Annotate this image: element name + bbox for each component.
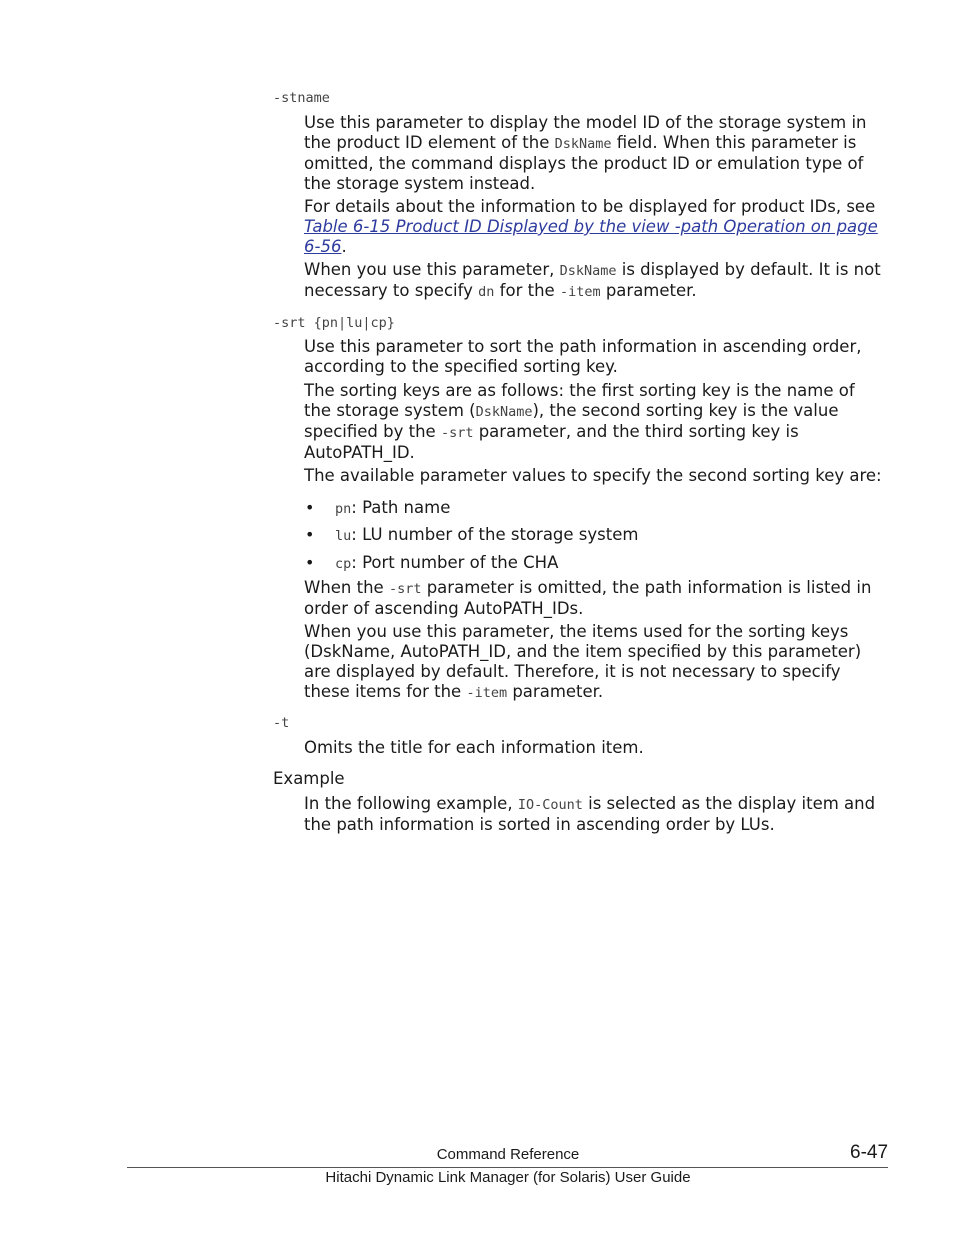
code-item: -item bbox=[466, 685, 508, 701]
footer-divider bbox=[127, 1167, 888, 1168]
code-dskname: DskName bbox=[559, 263, 617, 279]
code-dskname: DskName bbox=[554, 136, 612, 152]
list-item: lu: LU number of the storage system bbox=[335, 525, 639, 544]
stname-default-note: When you use this parameter, DskName is displayed by default. It is not necessary to specify dn for the -item parameter. bbox=[304, 260, 881, 300]
code-dn: dn bbox=[478, 284, 495, 300]
footer-section-title: Command Reference bbox=[436, 1146, 580, 1163]
bullet-icon: • bbox=[305, 553, 315, 572]
bullet-icon: • bbox=[305, 525, 315, 544]
srt-available-values: The available parameter values to specify the second sorting key are: bbox=[304, 466, 882, 485]
code-cp: cp bbox=[335, 556, 352, 572]
param-term-t: -t bbox=[273, 715, 290, 731]
code-dskname: DskName bbox=[475, 404, 533, 420]
code-pn: pn bbox=[335, 501, 352, 517]
t-description: Omits the title for each information item. bbox=[304, 738, 644, 757]
param-term-srt: -srt {pn|lu|cp} bbox=[273, 315, 395, 331]
srt-description: Use this parameter to sort the path information in ascending order, according to the specified sorting key. bbox=[304, 337, 862, 376]
code-io-count: IO-Count bbox=[517, 797, 583, 813]
code-srt: -srt bbox=[388, 581, 422, 597]
example-description: In the following example, IO-Count is selected as the display item and the path information is sorted in ascending order by LUs. bbox=[304, 794, 876, 834]
code-lu: lu bbox=[335, 528, 352, 544]
stname-details: For details about the information to be displayed for product IDs, see Table 6-15 Product ID Displayed by the view -path Operation on page 6-56. bbox=[304, 197, 878, 256]
list-item: cp: Port number of the CHA bbox=[335, 553, 559, 572]
example-heading: Example bbox=[273, 769, 345, 788]
stname-description: Use this parameter to display the model ID of the storage system in the product ID element of the DskName field. When this parameter is omitted, the command displays the product ID or emulation type of the storage system instead. bbox=[304, 113, 867, 193]
srt-sorting-keys: The sorting keys are as follows: the first sorting key is the name of the storage system (DskName), the second sorting key is the value specified by the -srt parameter, and the third sorting key is AutoPATH_ID. bbox=[304, 381, 855, 462]
bullet-icon: • bbox=[305, 498, 315, 517]
code-item: -item bbox=[559, 284, 601, 300]
page-number: 6-47 bbox=[850, 1142, 889, 1163]
footer-guide-title: Hitachi Dynamic Link Manager (for Solaris) User Guide bbox=[325, 1169, 691, 1186]
list-item: pn: Path name bbox=[335, 498, 451, 517]
code-srt: -srt bbox=[440, 425, 474, 441]
table-6-15-link[interactable]: Table 6-15 Product ID Displayed by the view -path Operation on page 6-56 bbox=[304, 217, 878, 256]
srt-default-note: When you use this parameter, the items used for the sorting keys (DskName, AutoPATH_ID, and the item specified by this parameter) are displayed by default. Therefore, it is not necessary to specify these items for the -item parameter. bbox=[304, 622, 862, 701]
srt-omitted-note: When the -srt parameter is omitted, the path information is listed in order of ascending AutoPATH_IDs. bbox=[304, 578, 872, 618]
param-term-stname: -stname bbox=[273, 90, 330, 106]
